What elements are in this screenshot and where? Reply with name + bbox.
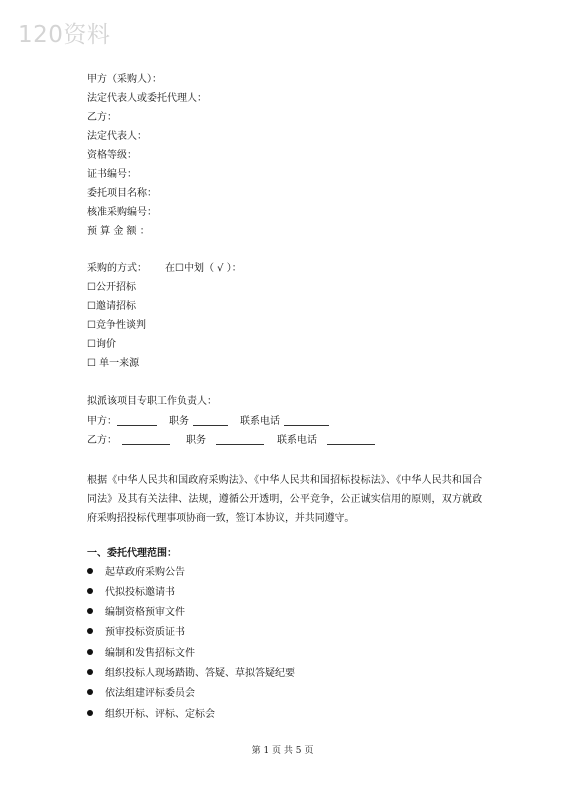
list-item (87, 566, 185, 580)
party-b-phone-label: 联系电话 (277, 435, 317, 446)
party-b-phone-blank[interactable] (327, 433, 375, 445)
personnel-party-b-row (87, 433, 375, 448)
list-item (87, 647, 195, 661)
party-b-name-blank[interactable] (122, 433, 170, 445)
party-a-name-blank[interactable] (117, 414, 157, 426)
procurement-label: 采购的方式： (87, 263, 147, 274)
personnel-party-a-row (87, 414, 329, 429)
page-footer: 第 1 页 共 5 页 (251, 746, 314, 756)
list-item (87, 687, 195, 701)
list-item (87, 586, 175, 600)
bullet-icon (87, 689, 93, 695)
option-invited-tender[interactable]: ☐邀请招标 (87, 301, 136, 312)
list-item-text: 预审投标资质证书 (105, 627, 185, 638)
party-a-position-label: 职务 (169, 416, 189, 427)
field-procurement-no: 核准采购编号： (87, 207, 157, 218)
option-inquiry[interactable]: ☐询价 (87, 339, 116, 350)
field-cert-number: 证书编号： (87, 169, 137, 180)
bullet-icon (87, 628, 93, 634)
party-b-position-label: 职务 (186, 435, 206, 446)
watermark-logo: 120资料 (18, 22, 111, 48)
field-project-name: 委托项目名称： (87, 188, 157, 199)
field-party-b: 乙方： (87, 112, 117, 123)
section-1-title: 一、委托代理范围： (87, 548, 177, 559)
list-item-text: 编制资格预审文件 (105, 607, 185, 618)
bullet-icon (87, 710, 93, 716)
bullet-icon (87, 649, 93, 655)
field-qualification: 资格等级： (87, 150, 137, 161)
legal-basis-paragraph: 根据《中华人民共和国政府采购法》、《中华人民共和国招标投标法》、《中华人民共和国合同法》及其有关法律、法规，遵循公开透明，公平竞争，公正诚实信用的原则，双方就政府采购招投标代理事项协商一致，签订本协议，并共同遵守。 (87, 475, 482, 524)
option-competitive-negotiation[interactable]: ☐竞争性谈判 (87, 320, 146, 331)
party-a-position-blank[interactable] (193, 414, 228, 426)
bullet-icon (87, 568, 93, 574)
field-legal-rep-agent: 法定代表人或委托代理人： (87, 93, 207, 104)
party-a-phone-blank[interactable] (284, 414, 329, 426)
option-open-tender[interactable]: ☐公开招标 (87, 282, 136, 293)
list-item (87, 708, 215, 722)
list-item (87, 606, 185, 620)
procurement-instruction: 在☐中划（ √ ）： (165, 263, 242, 274)
personnel-intro: 拟派该项目专职工作负责人： (87, 396, 217, 407)
list-item-text: 依法组建评标委员会 (105, 688, 195, 699)
option-single-source[interactable]: ☐ 单一来源 (87, 358, 140, 369)
list-item-text: 代拟投标邀请书 (105, 587, 175, 598)
bullet-icon (87, 588, 93, 594)
list-item-text: 编制和发售招标文件 (105, 648, 195, 659)
bullet-icon (87, 669, 93, 675)
procurement-method-line (87, 262, 242, 276)
field-budget: 预 算 金 额 ： (87, 226, 150, 237)
party-b-position-blank[interactable] (216, 433, 264, 445)
party-b-label: 乙方： (87, 435, 117, 446)
list-item (87, 626, 185, 640)
list-item (87, 667, 295, 681)
party-a-phone-label: 联系电话 (240, 416, 280, 427)
field-legal-rep: 法定代表人： (87, 131, 147, 142)
list-item-text: 组织开标、评标、定标会 (105, 709, 215, 720)
list-item-text: 起草政府采购公告 (105, 567, 185, 578)
bullet-icon (87, 608, 93, 614)
list-item-text: 组织投标人现场踏勘、答疑、草拟答疑纪要 (105, 668, 295, 679)
field-party-a: 甲方（采购人）： (87, 74, 162, 85)
party-a-label: 甲方： (87, 416, 117, 427)
